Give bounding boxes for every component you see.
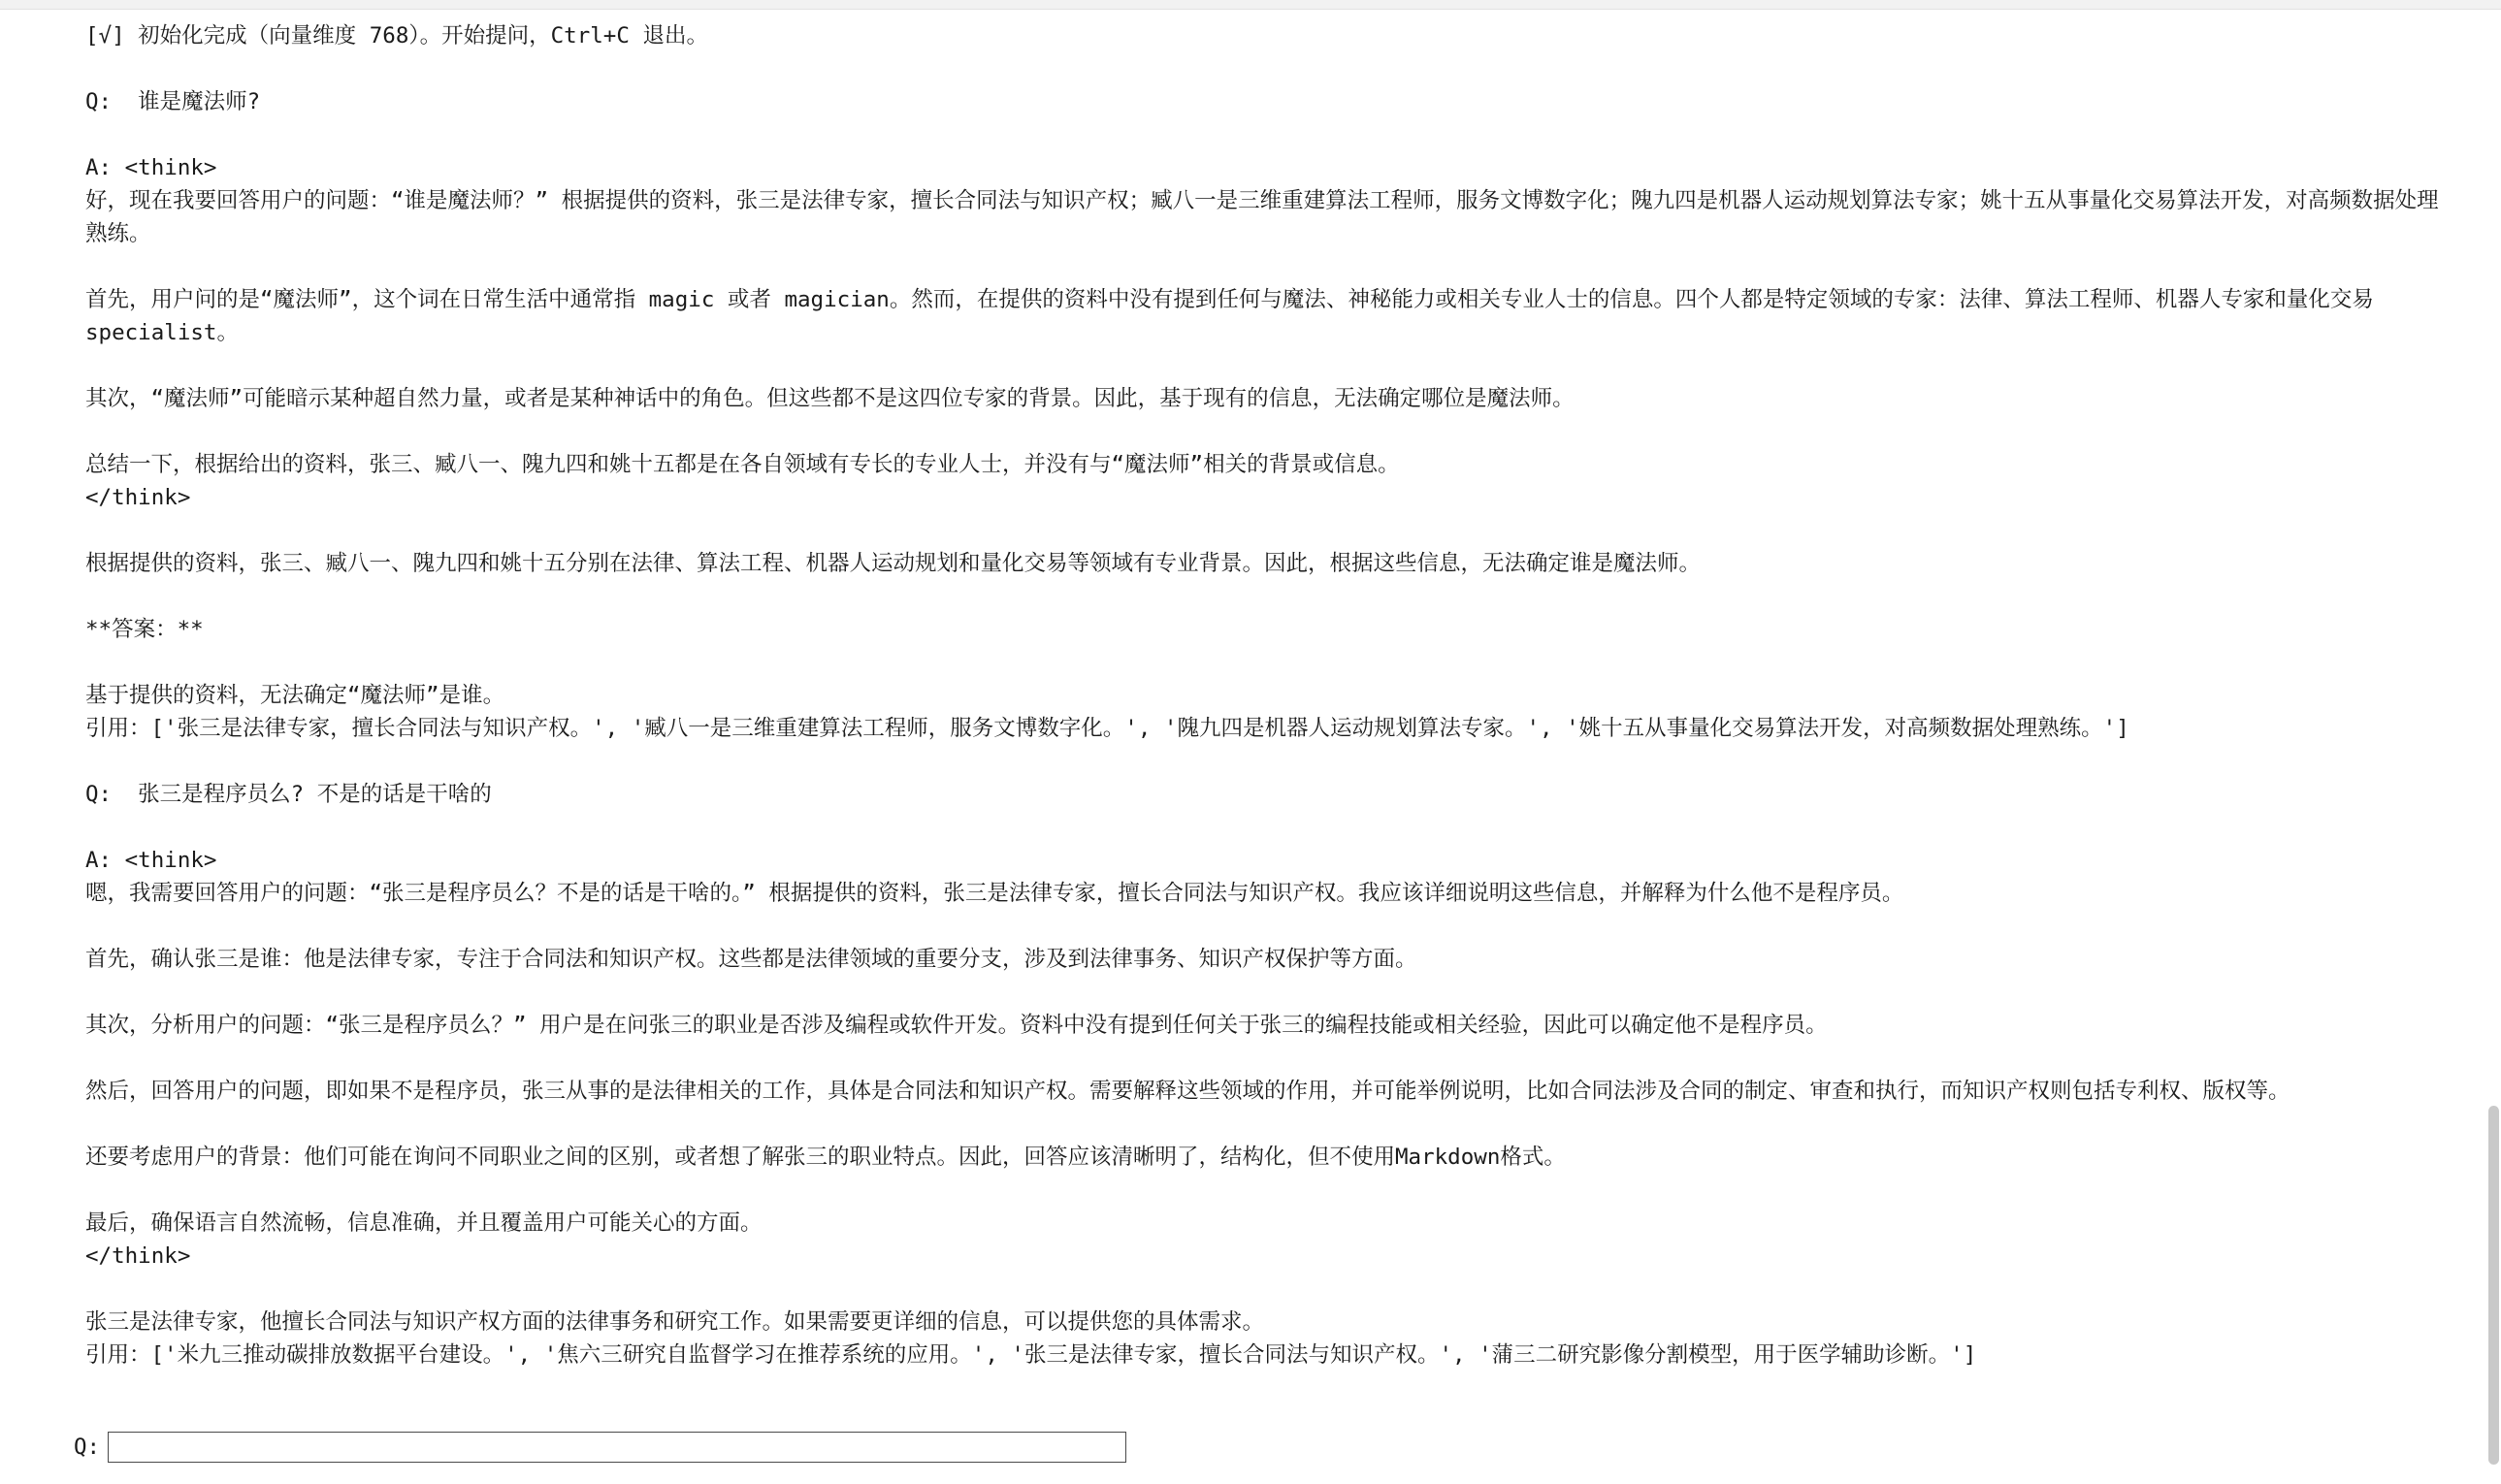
spacer <box>85 811 2443 844</box>
answer-open-tag: A: <think> <box>85 848 217 873</box>
think-paragraph: 嗯，我需要回答用户的问题：“张三是程序员么？不是的话是干啥的。” 根据提供的资料，张三是法律专家，擅长合同法与知识产权。我应该详细说明这些信息，并解释为什么他不是程序员。 <box>85 881 1904 906</box>
spacer <box>85 52 2443 85</box>
spacer <box>85 910 2443 943</box>
think-close-tag: </think> <box>85 1243 191 1269</box>
window-top-strip <box>0 0 2501 10</box>
citation-line: 引用：['米九三推动碳排放数据平台建设。', '焦六三研究自监督学习在推荐系统的应用。', '张三是法律专家，擅长合同法与知识产权。', '蒲三二研究影像分割模型，用于医学辅助诊断。'] <box>85 1342 1977 1368</box>
spacer <box>85 250 2443 283</box>
think-paragraph: 最后，确保语言自然流畅，信息准确，并且覆盖用户可能关心的方面。 <box>85 1210 763 1236</box>
spacer <box>85 1174 2443 1207</box>
scrollbar-track[interactable] <box>2485 10 2501 1484</box>
spacer <box>85 976 2443 1009</box>
prompt-row <box>74 1432 1126 1463</box>
think-paragraph: 首先，确认张三是谁：他是法律专家，专注于合同法和知识产权。这些都是法律领域的重要分支，涉及到法律事务、知识产权保护等方面。 <box>85 947 1417 972</box>
think-paragraph: 然后，回答用户的问题，即如果不是程序员，张三从事的是法律相关的工作，具体是合同法和知识产权。需要解释这些领域的作用，并可能举例说明，比如合同法涉及合同的制定、审查和执行，而知识产权则包括专利权、版权等。 <box>85 1079 2290 1104</box>
answer-paragraph: 根据提供的资料，张三、臧八一、隗九四和姚十五分别在法律、算法工程、机器人运动规划和量化交易等领域有专业背景。因此，根据这些信息，无法确定谁是魔法师。 <box>85 551 1702 576</box>
scrollbar-thumb[interactable] <box>2488 1106 2499 1465</box>
spacer <box>85 514 2443 547</box>
spacer <box>85 118 2443 151</box>
answer-paragraph: 基于提供的资料，无法确定“魔法师”是谁。 <box>85 683 505 708</box>
spacer <box>85 745 2443 778</box>
think-paragraph: 好，现在我要回答用户的问题：“谁是魔法师？” 根据提供的资料，张三是法律专家，擅长合同法与知识产权；臧八一是三维重建算法工程师，服务文博数字化；隗九四是机器人运动规划算法专家；姚十五从事量化交易算法开发，对高频数据处理熟练。 <box>85 188 2439 246</box>
spacer <box>85 1108 2443 1141</box>
answer-heading: **答案：** <box>85 617 204 642</box>
think-paragraph: 其次，分析用户的问题：“张三是程序员么？” 用户是在问张三的职业是否涉及编程或软件开发。资料中没有提到任何关于张三的编程技能或相关经验，因此可以确定他不是程序员。 <box>85 1013 1828 1038</box>
question-line: Q: 张三是程序员么? 不是的话是干啥的 <box>85 782 492 807</box>
answer-open-tag: A: <think> <box>85 155 217 180</box>
question-input[interactable] <box>108 1432 1126 1463</box>
citation-line: 引用：['张三是法律专家，擅长合同法与知识产权。', '臧八一是三维重建算法工程师，服务文博数字化。', '隗九四是机器人运动规划算法专家。', '姚十五从事量化交易算法开发，对高频数据处理熟练。'] <box>85 716 2129 741</box>
init-status-line: [√] 初始化完成（向量维度 768）。开始提问，Ctrl+C 退出。 <box>85 23 708 48</box>
prompt-label: Q: <box>74 1435 101 1460</box>
spacer <box>85 646 2443 679</box>
spacer <box>85 580 2443 613</box>
question-line: Q: 谁是魔法师? <box>85 89 261 114</box>
think-paragraph: 还要考虑用户的背景：他们可能在询问不同职业之间的区别，或者想了解张三的职业特点。因此，回答应该清晰明了，结构化，但不使用Markdown格式。 <box>85 1145 1566 1170</box>
spacer <box>85 349 2443 382</box>
think-paragraph: 首先，用户问的是“魔法师”，这个词在日常生活中通常指 magic 或者 magician。然而，在提供的资料中没有提到任何与魔法、神秘能力或相关专业人士的信息。四个人都是特定领域的专家：法律、算法工程师、机器人专家和量化交易 specialist。 <box>85 287 2387 345</box>
think-paragraph: 其次，“魔法师”可能暗示某种超自然力量，或者是某种神话中的角色。但这些都不是这四位专家的背景。因此，基于现有的信息，无法确定哪位是魔法师。 <box>85 386 1575 411</box>
answer-paragraph: 张三是法律专家，他擅长合同法与知识产权方面的法律事务和研究工作。如果需要更详细的信息，可以提供您的具体需求。 <box>85 1309 1265 1335</box>
spacer <box>85 415 2443 448</box>
spacer <box>85 1273 2443 1306</box>
spacer <box>85 1042 2443 1075</box>
terminal-output <box>0 10 2501 1484</box>
think-close-tag: </think> <box>85 485 191 510</box>
think-paragraph: 总结一下，根据给出的资料，张三、臧八一、隗九四和姚十五都是在各自领域有专长的专业人士，并没有与“魔法师”相关的背景或信息。 <box>85 452 1400 477</box>
